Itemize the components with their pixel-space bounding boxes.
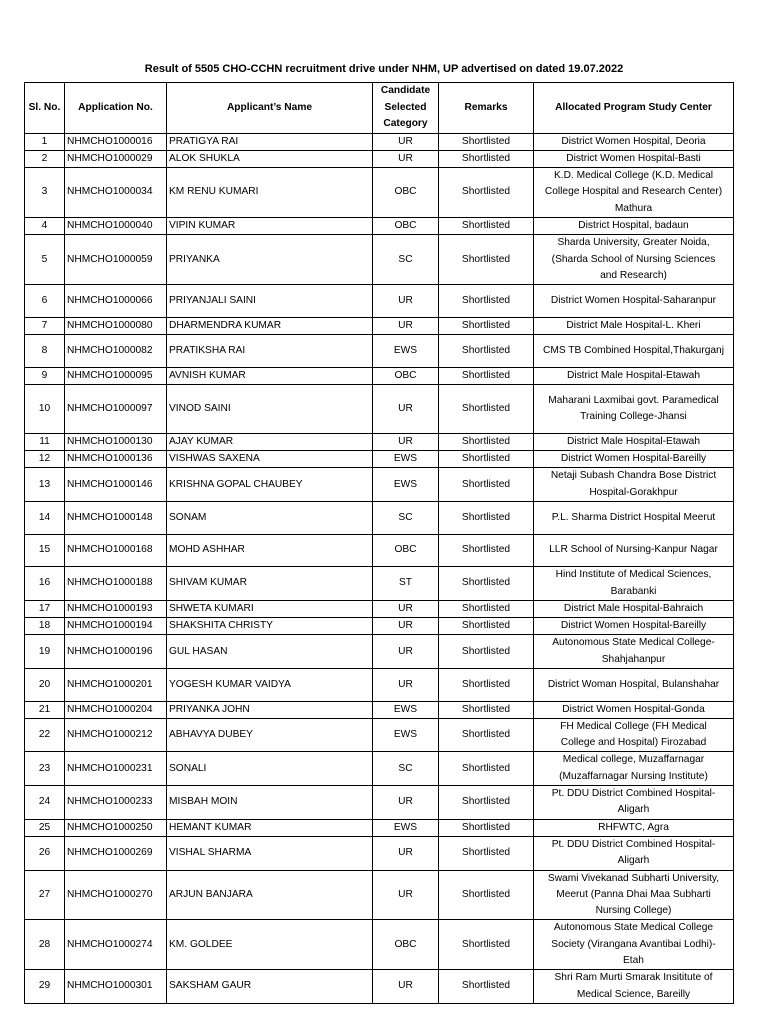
applicant-name-cell: KM RENU KUMARI [167, 168, 373, 218]
remarks-cell: Shortlisted [439, 701, 534, 718]
table-row [25, 502, 734, 535]
sl-no-cell: 15 [25, 534, 65, 567]
application-no-cell: NHMCHO1000301 [65, 970, 167, 1004]
study-center-cell [534, 819, 734, 836]
study-center-line: Aligarh [617, 855, 650, 867]
applicant-name-cell: AVNISH KUMAR [167, 367, 373, 384]
sl-no-cell: 6 [25, 285, 65, 318]
application-no-cell: NHMCHO1000066 [65, 285, 167, 318]
sl-no-cell: 11 [25, 433, 65, 450]
category-cell: UR [373, 433, 439, 450]
table-row [25, 235, 734, 285]
study-center-line: and Research) [600, 269, 667, 281]
remarks-cell: Shortlisted [439, 534, 534, 567]
remarks-cell: Shortlisted [439, 133, 534, 150]
applicant-name-cell: PRIYANKA [167, 235, 373, 285]
results-table [24, 82, 734, 1004]
sl-no-cell: 13 [25, 468, 65, 502]
study-center-cell [534, 150, 734, 167]
study-center-line: FH Medical College (FH Medical [560, 720, 707, 732]
applicant-name-cell: YOGESH KUMAR VAIDYA [167, 669, 373, 702]
application-no-cell: NHMCHO1000194 [65, 618, 167, 635]
header-sl-no: Sl. No. [25, 83, 65, 134]
study-center-cell [534, 335, 734, 368]
application-no-cell: NHMCHO1000146 [65, 468, 167, 502]
sl-no-cell: 14 [25, 502, 65, 535]
sl-no-cell: 4 [25, 217, 65, 234]
table-row [25, 433, 734, 450]
study-center-cell [534, 870, 734, 920]
study-center-cell [534, 567, 734, 601]
applicant-name-cell: MOHD ASHHAR [167, 534, 373, 567]
applicant-name-cell: VISHWAS SAXENA [167, 451, 373, 468]
sl-no-cell: 17 [25, 600, 65, 617]
application-no-cell: NHMCHO1000095 [65, 367, 167, 384]
study-center-line: (Muzaffarnagar Nursing Institute) [559, 770, 708, 782]
remarks-cell: Shortlisted [439, 217, 534, 234]
study-center-line: College Hospital and Research Center) [544, 186, 723, 198]
application-no-cell: NHMCHO1000016 [65, 133, 167, 150]
applicant-name-cell: AJAY KUMAR [167, 433, 373, 450]
application-no-cell: NHMCHO1000040 [65, 217, 167, 234]
study-center-cell [534, 451, 734, 468]
application-no-cell: NHMCHO1000193 [65, 600, 167, 617]
study-center-line: Pt. DDU District Combined Hospital- [551, 838, 716, 850]
table-row [25, 384, 734, 433]
study-center-cell [534, 836, 734, 870]
sl-no-cell: 16 [25, 567, 65, 601]
study-center-cell [534, 285, 734, 318]
header-category [373, 83, 439, 134]
table-row [25, 133, 734, 150]
sl-no-cell: 18 [25, 618, 65, 635]
header-application-no: Application No. [65, 83, 167, 134]
application-no-cell: NHMCHO1000097 [65, 384, 167, 433]
table-row [25, 786, 734, 820]
sl-no-cell: 26 [25, 836, 65, 870]
remarks-cell: Shortlisted [439, 150, 534, 167]
study-center-cell [534, 168, 734, 218]
study-center-line: Sharda University, Greater Noida, [557, 237, 710, 249]
applicant-name-cell: SHIVAM KUMAR [167, 567, 373, 601]
sl-no-cell: 8 [25, 335, 65, 368]
category-cell: SC [373, 235, 439, 285]
application-no-cell: NHMCHO1000168 [65, 534, 167, 567]
table-row [25, 718, 734, 752]
applicant-name-cell: ARJUN BANJARA [167, 870, 373, 920]
application-no-cell: NHMCHO1000029 [65, 150, 167, 167]
study-center-cell [534, 384, 734, 433]
sl-no-cell: 19 [25, 635, 65, 669]
table-row [25, 752, 734, 786]
table-row [25, 567, 734, 601]
application-no-cell: NHMCHO1000231 [65, 752, 167, 786]
study-center-cell [534, 367, 734, 384]
study-center-cell [534, 752, 734, 786]
study-center-cell [534, 669, 734, 702]
sl-no-cell: 24 [25, 786, 65, 820]
remarks-cell: Shortlisted [439, 819, 534, 836]
category-cell: UR [373, 970, 439, 1004]
category-cell: UR [373, 150, 439, 167]
study-center-cell [534, 317, 734, 334]
category-cell: UR [373, 786, 439, 820]
study-center-cell [534, 502, 734, 535]
table-row [25, 618, 734, 635]
application-no-cell: NHMCHO1000188 [65, 567, 167, 601]
study-center-line: Autonomous State Medical College [553, 922, 714, 934]
remarks-cell: Shortlisted [439, 600, 534, 617]
category-cell: UR [373, 635, 439, 669]
category-cell: EWS [373, 451, 439, 468]
table-row [25, 836, 734, 870]
study-center-cell [534, 133, 734, 150]
sl-no-cell: 10 [25, 384, 65, 433]
sl-no-cell: 20 [25, 669, 65, 702]
study-center-line: District Women Hospital-Gonda [562, 703, 705, 715]
study-center-line: Maharani Laxmibai govt. Paramedical [548, 394, 719, 406]
study-center-cell [534, 433, 734, 450]
sl-no-cell: 22 [25, 718, 65, 752]
study-center-line: Training College-Jhansi [580, 410, 687, 422]
application-no-cell: NHMCHO1000196 [65, 635, 167, 669]
study-center-line: Hospital-Gorakhpur [589, 486, 678, 498]
table-row [25, 534, 734, 567]
applicant-name-cell: SHWETA KUMARI [167, 600, 373, 617]
study-center-cell [534, 786, 734, 820]
category-cell: UR [373, 669, 439, 702]
applicant-name-cell: PRIYANKA JOHN [167, 701, 373, 718]
study-center-line: District Women Hospital-Bareilly [560, 620, 707, 632]
study-center-line: CMS TB Combined Hospital,Thakurganj [542, 344, 724, 356]
sl-no-cell: 21 [25, 701, 65, 718]
applicant-name-cell: DHARMENDRA KUMAR [167, 317, 373, 334]
category-cell: OBC [373, 920, 439, 970]
application-no-cell: NHMCHO1000204 [65, 701, 167, 718]
category-cell: OBC [373, 168, 439, 218]
remarks-cell: Shortlisted [439, 468, 534, 502]
application-no-cell: NHMCHO1000080 [65, 317, 167, 334]
remarks-cell: Shortlisted [439, 718, 534, 752]
category-cell: UR [373, 618, 439, 635]
remarks-cell: Shortlisted [439, 502, 534, 535]
header-study-center: Allocated Program Study Center [534, 83, 734, 134]
study-center-line: Swami Vivekanad Subharti University, [547, 872, 720, 884]
study-center-line: Shri Ram Murti Smarak Insititute of [554, 972, 713, 984]
study-center-cell [534, 600, 734, 617]
study-center-cell [534, 718, 734, 752]
study-center-cell [534, 701, 734, 718]
header-category-line: Category [383, 118, 428, 129]
study-center-line: District Women Hospital-Saharanpur [550, 294, 717, 306]
remarks-cell: Shortlisted [439, 970, 534, 1004]
remarks-cell: Shortlisted [439, 335, 534, 368]
study-center-cell [534, 920, 734, 970]
table-row [25, 669, 734, 702]
applicant-name-cell: PRATIKSHA RAI [167, 335, 373, 368]
remarks-cell: Shortlisted [439, 235, 534, 285]
study-center-line: District Male Hospital-Etawah [566, 369, 701, 381]
application-no-cell: NHMCHO1000034 [65, 168, 167, 218]
category-cell: UR [373, 133, 439, 150]
category-cell: OBC [373, 367, 439, 384]
category-cell: EWS [373, 335, 439, 368]
remarks-cell: Shortlisted [439, 433, 534, 450]
header-category-line: Candidate [380, 85, 431, 96]
study-center-line: Pt. DDU District Combined Hospital- [551, 788, 716, 800]
sl-no-cell: 23 [25, 752, 65, 786]
application-no-cell: NHMCHO1000250 [65, 819, 167, 836]
table-row [25, 970, 734, 1004]
application-no-cell: NHMCHO1000201 [65, 669, 167, 702]
study-center-cell [534, 217, 734, 234]
table-row [25, 367, 734, 384]
study-center-cell [534, 468, 734, 502]
header-applicant-name: Applicant’s Name [167, 83, 373, 134]
application-no-cell: NHMCHO1000136 [65, 451, 167, 468]
table-row [25, 168, 734, 218]
sl-no-cell: 2 [25, 150, 65, 167]
study-center-cell [534, 970, 734, 1004]
category-cell: EWS [373, 468, 439, 502]
application-no-cell: NHMCHO1000059 [65, 235, 167, 285]
category-cell: UR [373, 317, 439, 334]
study-center-line: District Women Hospital-Basti [566, 152, 701, 164]
category-cell: UR [373, 600, 439, 617]
remarks-cell: Shortlisted [439, 285, 534, 318]
study-center-line: Shahjahanpur [601, 653, 666, 665]
study-center-line: College and Hospital) Firozabad [560, 737, 707, 749]
category-cell: SC [373, 502, 439, 535]
category-cell: UR [373, 384, 439, 433]
table-row [25, 317, 734, 334]
table-row [25, 150, 734, 167]
applicant-name-cell: KRISHNA GOPAL CHAUBEY [167, 468, 373, 502]
remarks-cell: Shortlisted [439, 567, 534, 601]
remarks-cell: Shortlisted [439, 384, 534, 433]
remarks-cell: Shortlisted [439, 618, 534, 635]
study-center-cell [534, 635, 734, 669]
table-row [25, 920, 734, 970]
table-row [25, 819, 734, 836]
applicant-name-cell: ABHAVYA DUBEY [167, 718, 373, 752]
remarks-cell: Shortlisted [439, 317, 534, 334]
study-center-line: Meerut (Panna Dhai Maa Subharti [556, 888, 711, 900]
applicant-name-cell: SAKSHAM GAUR [167, 970, 373, 1004]
sl-no-cell: 1 [25, 133, 65, 150]
sl-no-cell: 12 [25, 451, 65, 468]
remarks-cell: Shortlisted [439, 635, 534, 669]
remarks-cell: Shortlisted [439, 367, 534, 384]
table-row [25, 600, 734, 617]
category-cell: OBC [373, 217, 439, 234]
application-no-cell: NHMCHO1000233 [65, 786, 167, 820]
applicant-name-cell: PRIYANJALI SAINI [167, 285, 373, 318]
header-row [25, 83, 734, 134]
study-center-line: Medical college, Muzaffarnagar [562, 754, 705, 766]
study-center-cell [534, 618, 734, 635]
sl-no-cell: 25 [25, 819, 65, 836]
table-row [25, 635, 734, 669]
application-no-cell: NHMCHO1000082 [65, 335, 167, 368]
applicant-name-cell: KM. GOLDEE [167, 920, 373, 970]
study-center-line: Mathura [614, 202, 653, 214]
study-center-line: District Hospital, badaun [578, 219, 689, 231]
study-center-line: Medical Science, Bareilly [576, 988, 691, 1000]
category-cell: UR [373, 285, 439, 318]
study-center-line: District Male Hospital-Bahraich [563, 602, 704, 614]
sl-no-cell: 7 [25, 317, 65, 334]
study-center-line: District Women Hospital-Bareilly [560, 453, 707, 465]
category-cell: OBC [373, 534, 439, 567]
study-center-cell [534, 235, 734, 285]
study-center-line: Netaji Subash Chandra Bose District [550, 470, 717, 482]
category-cell: EWS [373, 701, 439, 718]
application-no-cell: NHMCHO1000148 [65, 502, 167, 535]
document-title: Result of 5505 CHO-CCHN recruitment drive under NHM, UP advertised on dated 19.07.2022 [144, 63, 624, 75]
study-center-line: (Sharda School of Nursing Sciences [551, 253, 716, 265]
study-center-line: K.D. Medical College (K.D. Medical [553, 170, 714, 182]
study-center-line: Hind Institute of Medical Sciences, [555, 569, 712, 581]
table-row [25, 285, 734, 318]
remarks-cell: Shortlisted [439, 168, 534, 218]
study-center-line: District Woman Hospital, Bulanshahar [547, 678, 720, 690]
table-row [25, 451, 734, 468]
header-category-line: Selected [384, 101, 427, 113]
study-center-line: RHFWTC, Agra [598, 821, 669, 833]
table-row [25, 468, 734, 502]
study-center-line: District Male Hospital-Etawah [566, 435, 701, 447]
applicant-name-cell: SONAM [167, 502, 373, 535]
sl-no-cell: 29 [25, 970, 65, 1004]
table-row [25, 335, 734, 368]
sl-no-cell: 3 [25, 168, 65, 218]
header-remarks: Remarks [439, 83, 534, 134]
applicant-name-cell: VINOD SAINI [167, 384, 373, 433]
study-center-cell [534, 534, 734, 567]
remarks-cell: Shortlisted [439, 870, 534, 920]
applicant-name-cell: ALOK SHUKLA [167, 150, 373, 167]
category-cell: UR [373, 836, 439, 870]
study-center-line: Autonomous State Medical College- [552, 637, 715, 649]
applicant-name-cell: GUL HASAN [167, 635, 373, 669]
category-cell: SC [373, 752, 439, 786]
remarks-cell: Shortlisted [439, 669, 534, 702]
applicant-name-cell: VIPIN KUMAR [167, 217, 373, 234]
remarks-cell: Shortlisted [439, 786, 534, 820]
study-center-line: Etah [623, 955, 644, 967]
sl-no-cell: 28 [25, 920, 65, 970]
remarks-cell: Shortlisted [439, 836, 534, 870]
category-cell: UR [373, 870, 439, 920]
application-no-cell: NHMCHO1000212 [65, 718, 167, 752]
applicant-name-cell: VISHAL SHARMA [167, 836, 373, 870]
application-no-cell: NHMCHO1000270 [65, 870, 167, 920]
sl-no-cell: 9 [25, 367, 65, 384]
remarks-cell: Shortlisted [439, 920, 534, 970]
application-no-cell: NHMCHO1000274 [65, 920, 167, 970]
applicant-name-cell: HEMANT KUMAR [167, 819, 373, 836]
study-center-line: Barabanki [610, 585, 657, 597]
applicant-name-cell: PRATIGYA RAI [167, 133, 373, 150]
sl-no-cell: 5 [25, 235, 65, 285]
study-center-line: Aligarh [617, 804, 650, 816]
application-no-cell: NHMCHO1000130 [65, 433, 167, 450]
table-row [25, 701, 734, 718]
study-center-line: District Male Hospital-L. Kheri [566, 319, 701, 331]
table-row [25, 217, 734, 234]
applicant-name-cell: MISBAH MOIN [167, 786, 373, 820]
study-center-line: P.L. Sharma District Hospital Meerut [551, 511, 716, 523]
study-center-line: Society (Virangana Avantibai Lodhi)- [551, 938, 716, 950]
remarks-cell: Shortlisted [439, 451, 534, 468]
category-cell: ST [373, 567, 439, 601]
category-cell: EWS [373, 819, 439, 836]
category-cell: EWS [373, 718, 439, 752]
study-center-line: Nursing College) [595, 905, 672, 917]
applicant-name-cell: SONALI [167, 752, 373, 786]
application-no-cell: NHMCHO1000269 [65, 836, 167, 870]
applicant-name-cell: SHAKSHITA CHRISTY [167, 618, 373, 635]
study-center-line: LLR School of Nursing-Kanpur Nagar [549, 544, 718, 556]
table-row [25, 870, 734, 920]
sl-no-cell: 27 [25, 870, 65, 920]
remarks-cell: Shortlisted [439, 752, 534, 786]
study-center-line: District Women Hospital, Deoria [561, 135, 706, 147]
